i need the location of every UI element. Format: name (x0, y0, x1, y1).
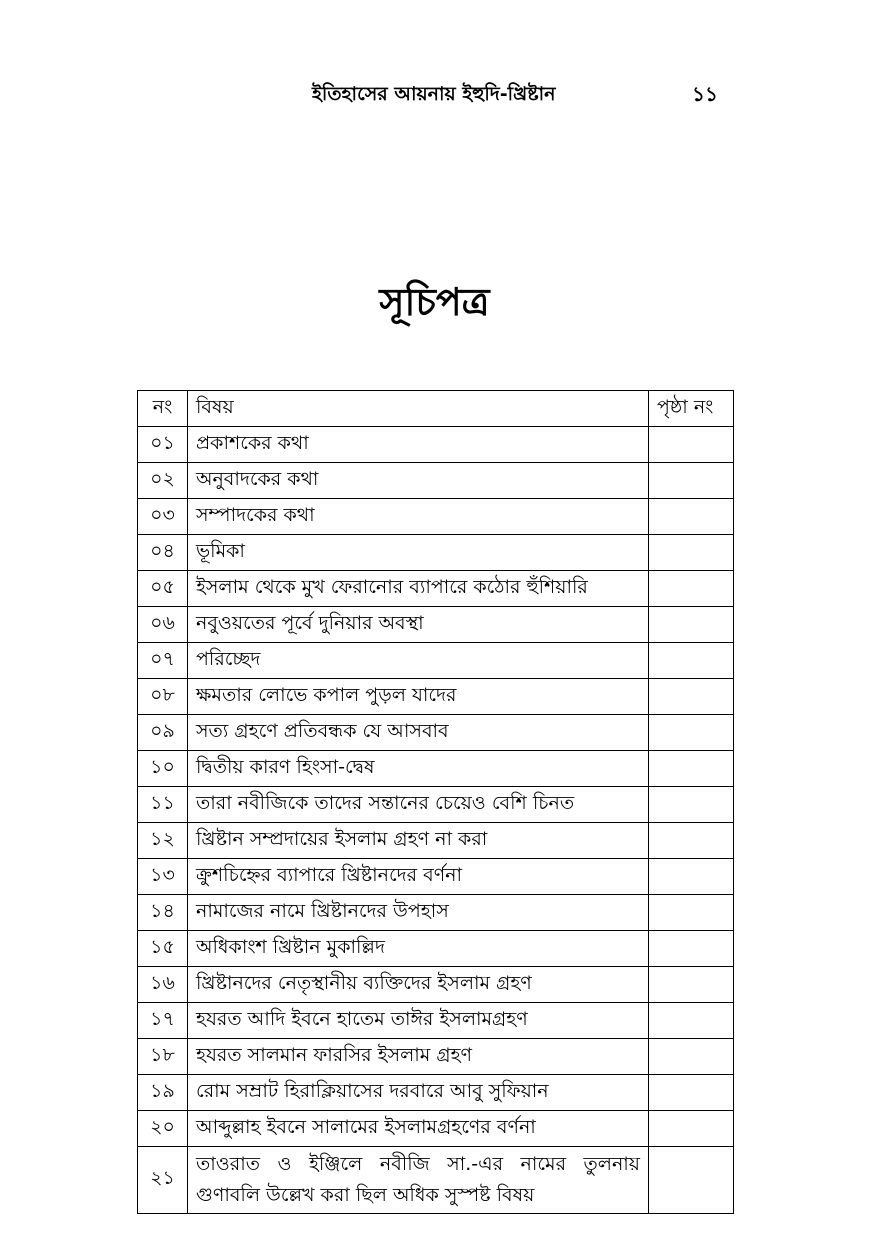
entry-subject: ক্ষমতার লোভে কপাল পুড়ল যাদের (188, 679, 649, 715)
running-header-title: ইতিহাসের আয়নায় ইহুদি-খ্রিষ্টান (312, 83, 556, 105)
entry-number: ১১ (138, 787, 188, 823)
entry-number: ০৭ (138, 643, 188, 679)
table-row (138, 895, 734, 931)
entry-page (649, 715, 734, 751)
entry-subject: সম্পাদকের কথা (188, 499, 649, 535)
entry-number: ০৯ (138, 715, 188, 751)
entry-number: ১৬ (138, 967, 188, 1003)
entry-subject: ভূমিকা (188, 535, 649, 571)
table-row (138, 1147, 734, 1214)
table-row (138, 463, 734, 499)
toc-title: সূচিপত্র (379, 280, 490, 324)
table-row (138, 1111, 734, 1147)
entry-page (649, 679, 734, 715)
table-row (138, 1039, 734, 1075)
table-row (138, 427, 734, 463)
entry-number: ০৩ (138, 499, 188, 535)
table-row (138, 499, 734, 535)
entry-page (649, 967, 734, 1003)
entry-number: ১৮ (138, 1039, 188, 1075)
entry-page (649, 931, 734, 967)
entry-subject: নবুওয়তের পূর্বে দুনিয়ার অবস্থা (188, 607, 649, 643)
entry-page (649, 787, 734, 823)
page-number: ১১ (692, 82, 718, 106)
column-header-number: নং (138, 391, 188, 427)
table-row (138, 931, 734, 967)
entry-subject: তারা নবীজিকে তাদের সন্তানের চেয়েও বেশি চিনত (188, 787, 649, 823)
table-row (138, 751, 734, 787)
table-row (138, 679, 734, 715)
entry-subject: অধিকাংশ খ্রিষ্টান মুকাল্লিদ (188, 931, 649, 967)
entry-number: ০১ (138, 427, 188, 463)
entry-number: ১৯ (138, 1075, 188, 1111)
toc-table (137, 390, 734, 1214)
entry-number: ০২ (138, 463, 188, 499)
table-row (138, 859, 734, 895)
entry-subject: দ্বিতীয় কারণ হিংসা-দ্বেষ (188, 751, 649, 787)
entry-number: ২১ (138, 1147, 188, 1214)
entry-subject: ক্রুশচিহ্নের ব্যাপারে খ্রিষ্টানদের বর্ণনা (188, 859, 649, 895)
table-row (138, 967, 734, 1003)
entry-subject: খ্রিষ্টানদের নেতৃস্থানীয় ব্যক্তিদের ইসলাম গ্রহণ (188, 967, 649, 1003)
entry-page (649, 427, 734, 463)
entry-page (649, 1147, 734, 1214)
entry-number: ১২ (138, 823, 188, 859)
table-row (138, 643, 734, 679)
table-row (138, 571, 734, 607)
entry-subject: রোম সম্রাট হিরাক্লিয়াসের দরবারে আবু সুফিয়ান (188, 1075, 649, 1111)
toc-header-row (138, 391, 734, 427)
table-row (138, 607, 734, 643)
entry-number: ১৩ (138, 859, 188, 895)
entry-number: ১৭ (138, 1003, 188, 1039)
table-row (138, 1003, 734, 1039)
entry-page (649, 463, 734, 499)
entry-subject: সত্য গ্রহণে প্রতিবন্ধক যে আসবাব (188, 715, 649, 751)
entry-number: ১৪ (138, 895, 188, 931)
column-header-subject: বিষয় (188, 391, 649, 427)
entry-page (649, 1003, 734, 1039)
entry-subject: পরিচ্ছেদ (188, 643, 649, 679)
entry-number: ০৪ (138, 535, 188, 571)
entry-subject: অনুবাদকের কথা (188, 463, 649, 499)
entry-page (649, 859, 734, 895)
entry-subject: তাওরাত ও ইঞ্জিলে নবীজি সা.-এর নামের তুলনায় গুণাবলি উল্লেখ করা ছিল অধিক সুস্পষ্ট বিষয় (188, 1147, 649, 1214)
table-row (138, 1075, 734, 1111)
entry-page (649, 1075, 734, 1111)
table-row (138, 535, 734, 571)
entry-subject: আব্দুল্লাহ ইবনে সালামের ইসলামগ্রহণের বর্ণনা (188, 1111, 649, 1147)
entry-subject: ইসলাম থেকে মুখ ফেরানোর ব্যাপারে কঠোর হুঁশিয়ারি (188, 571, 649, 607)
entry-subject: হযরত সালমান ফারসির ইসলাম গ্রহণ (188, 1039, 649, 1075)
entry-subject: হযরত আদি ইবনে হাতেম তাঈর ইসলামগ্রহণ (188, 1003, 649, 1039)
entry-subject: নামাজের নামে খ্রিষ্টানদের উপহাস (188, 895, 649, 931)
entry-page (649, 643, 734, 679)
entry-page (649, 823, 734, 859)
entry-page (649, 607, 734, 643)
entry-page (649, 751, 734, 787)
entry-number: ০৮ (138, 679, 188, 715)
entry-page (649, 571, 734, 607)
entry-number: ১৫ (138, 931, 188, 967)
entry-page (649, 1039, 734, 1075)
entry-page (649, 895, 734, 931)
entry-page (649, 499, 734, 535)
entry-number: ১০ (138, 751, 188, 787)
entry-page (649, 1111, 734, 1147)
table-row (138, 787, 734, 823)
table-row (138, 823, 734, 859)
entry-page (649, 535, 734, 571)
column-header-page: পৃষ্ঠা নং (649, 391, 734, 427)
entry-subject: খ্রিষ্টান সম্প্রদায়ের ইসলাম গ্রহণ না করা (188, 823, 649, 859)
entry-number: ০৬ (138, 607, 188, 643)
entry-subject: প্রকাশকের কথা (188, 427, 649, 463)
entry-number: ০৫ (138, 571, 188, 607)
entry-number: ২০ (138, 1111, 188, 1147)
table-row (138, 715, 734, 751)
